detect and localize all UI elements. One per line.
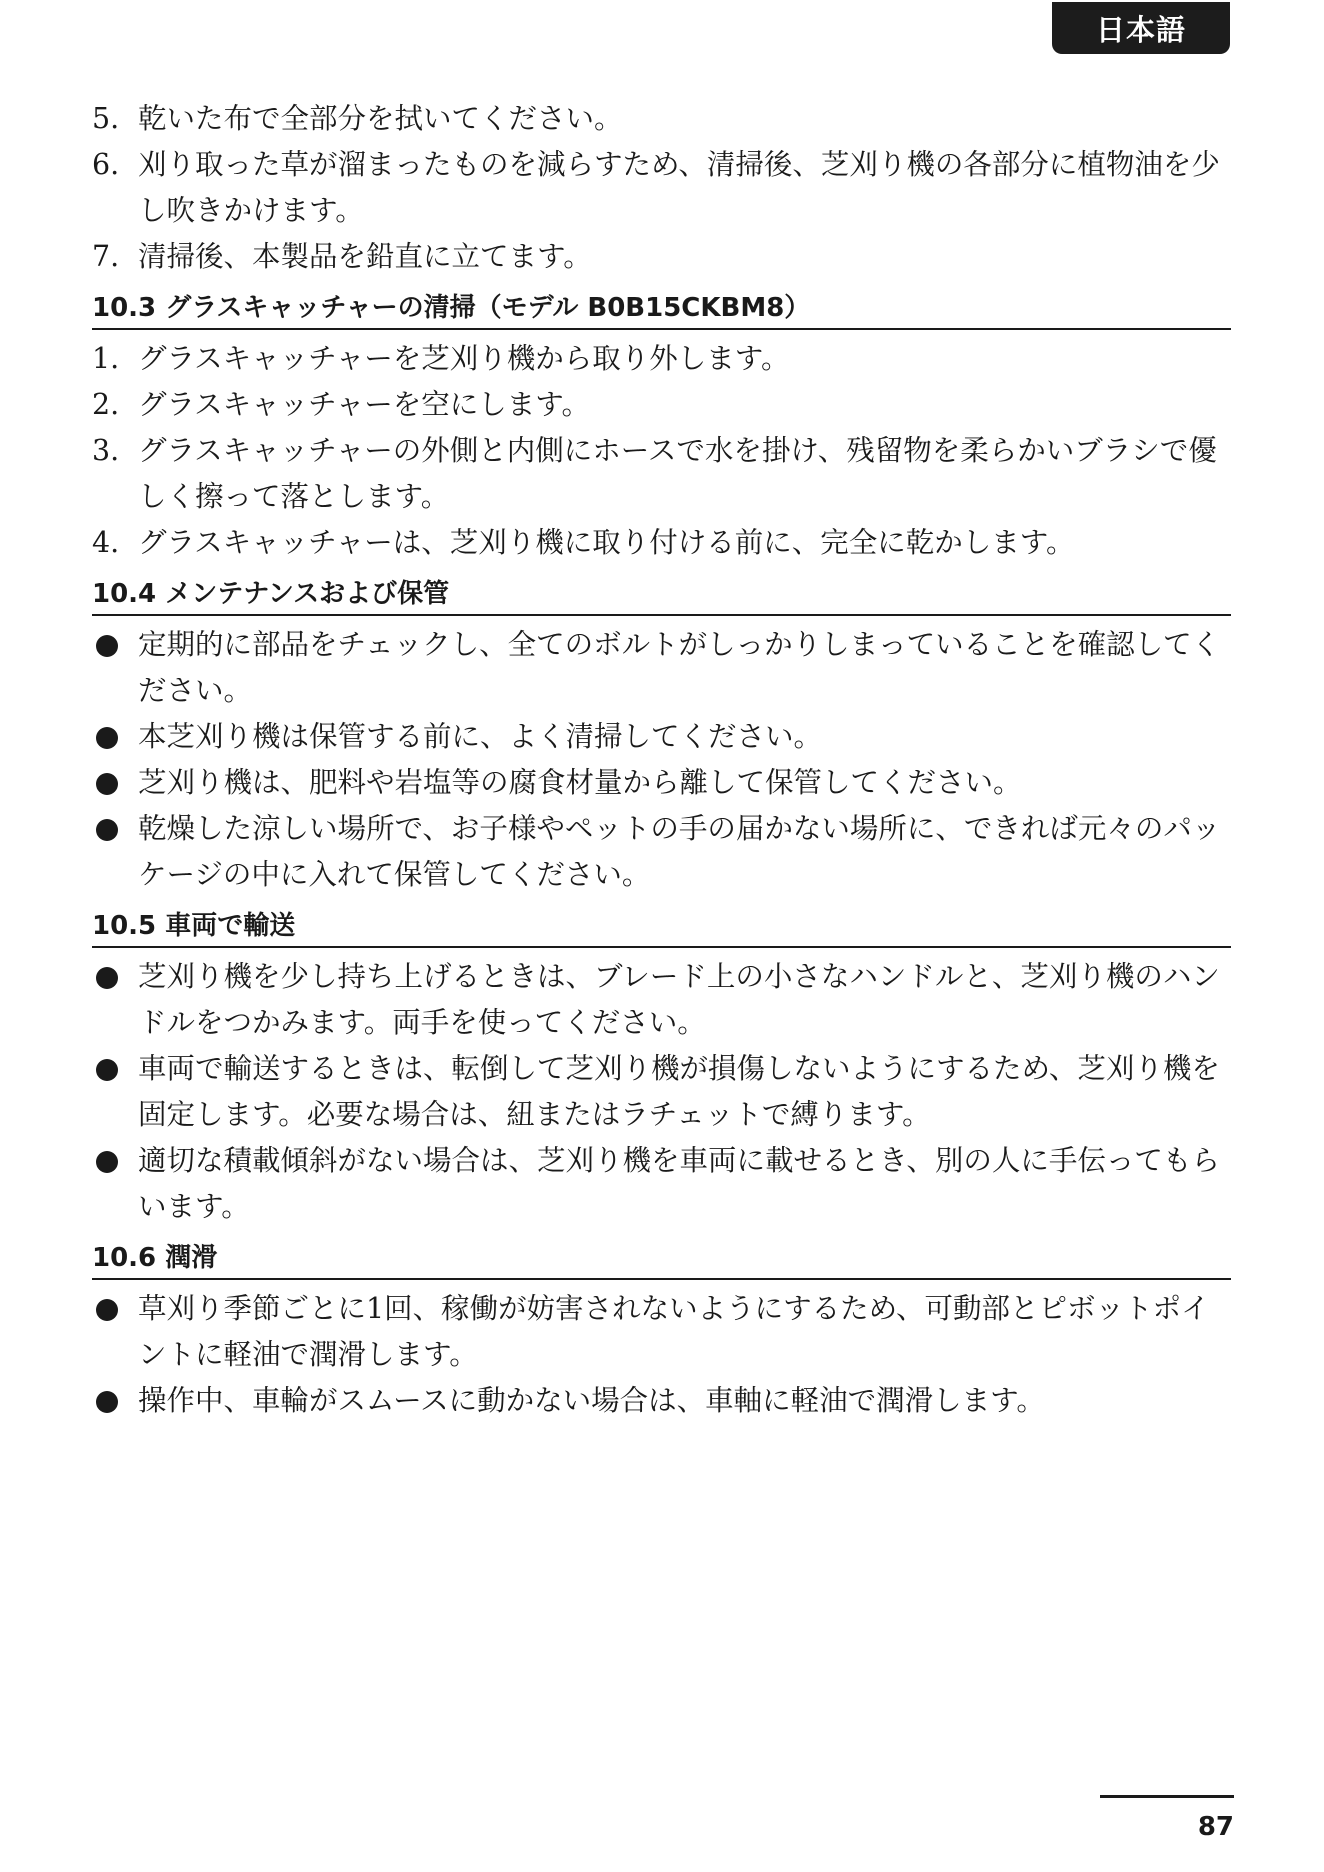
section-heading-10-3: 10.3 グラスキャッチャーの清掃（モデル B0B15CKBM8） [92,290,1231,330]
bullet-item [92,1046,1231,1138]
bullet-item [92,1378,1231,1424]
item-text: 適切な積載傾斜がない場合は、芝刈り機を車両に載せるとき、別の人に手伝ってもらいます。 [138,1144,1220,1223]
list-item [92,520,1231,566]
footer-rule [1100,1795,1234,1798]
item-text: グラスキャッチャーの外側と内側にホースで水を掛け、残留物を柔らかいブラシで優しく擦って落とします。 [138,434,1217,513]
item-text: 芝刈り機を少し持ち上げるときは、ブレード上の小さなハンドルと、芝刈り機のハンドルをつかみます。両手を使ってください。 [138,960,1220,1039]
transport-list [92,954,1231,1230]
item-number: 6. [92,148,120,181]
item-number: 1. [92,342,120,375]
item-text: 草刈り季節ごとに1回、稼働が妨害されないようにするため、可動部とピボットポイントに軽油で潤滑します。 [138,1292,1210,1371]
bullet-icon [96,1299,118,1321]
bullet-icon [96,1059,118,1081]
section-heading-10-4: 10.4 メンテナンスおよび保管 [92,576,1231,616]
item-text: 乾いた布で全部分を拭いてください。 [138,102,623,135]
item-number: 3. [92,434,120,467]
list-item [92,142,1231,234]
item-text: グラスキャッチャーを空にします。 [138,388,591,421]
item-text: 芝刈り機は、肥料や岩塩等の腐食材量から離して保管してください。 [138,766,1022,799]
bullet-icon [96,635,118,657]
item-number: 4. [92,526,120,559]
lubrication-list [92,1286,1231,1424]
page-number: 87 [1197,1812,1234,1842]
item-text: 乾燥した涼しい場所で、お子様やペットの手の届かない場所に、できれば元々のパッケージの中に入れて保管してください。 [138,812,1221,891]
bullet-item [92,714,1231,760]
list-item [92,234,1231,280]
item-number: 7. [92,240,120,273]
list-item [92,382,1231,428]
cleaning-steps-list [92,96,1231,280]
item-text: グラスキャッチャーは、芝刈り機に取り付ける前に、完全に乾かします。 [138,526,1075,559]
grass-catcher-steps-list [92,336,1231,566]
maintenance-list [92,622,1231,898]
bullet-icon [96,1151,118,1173]
bullet-icon [96,967,118,989]
bullet-icon [96,773,118,795]
bullet-item [92,760,1231,806]
bullet-icon [96,727,118,749]
item-number: 2. [92,388,120,421]
bullet-icon [96,819,118,841]
bullet-item [92,622,1231,714]
section-heading-10-5: 10.5 車両で輸送 [92,908,1231,948]
bullet-icon [96,1391,118,1413]
item-text: 本芝刈り機は保管する前に、よく清掃してください。 [138,720,823,753]
item-text: 刈り取った草が溜まったものを減らすため、清掃後、芝刈り機の各部分に植物油を少し吹きかけます。 [138,148,1220,227]
list-item [92,336,1231,382]
item-text: 車両で輸送するときは、転倒して芝刈り機が損傷しないようにするため、芝刈り機を固定します。必要な場合は、紐またはラチェットで縛ります。 [138,1052,1220,1131]
bullet-item [92,806,1231,898]
bullet-item [92,1138,1231,1230]
language-tab: 日本語 [1052,2,1230,54]
bullet-item [92,1286,1231,1378]
list-item [92,96,1231,142]
section-heading-10-6: 10.6 潤滑 [92,1240,1231,1280]
item-number: 5. [92,102,120,135]
item-text: 清掃後、本製品を鉛直に立てます。 [138,240,592,273]
item-text: 定期的に部品をチェックし、全てのボルトがしっかりしまっていることを確認してください。 [138,628,1221,707]
list-item [92,428,1231,520]
item-text: 操作中、車輪がスムースに動かない場合は、車軸に軽油で潤滑します。 [138,1384,1045,1417]
item-text: グラスキャッチャーを芝刈り機から取り外します。 [138,342,790,375]
page-content [92,96,1231,1424]
bullet-item [92,954,1231,1046]
